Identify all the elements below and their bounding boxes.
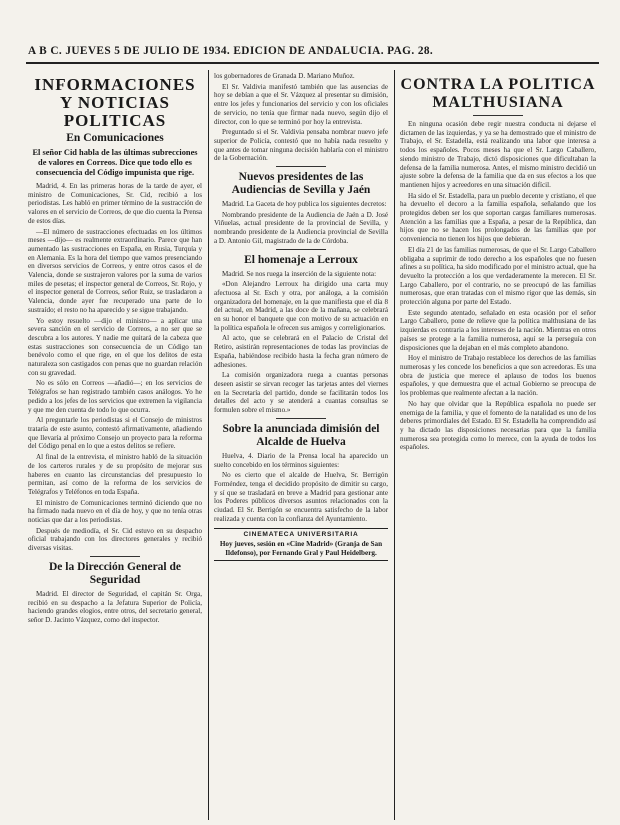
divider (90, 556, 140, 557)
title-line: CONTRA LA POLITICA (400, 76, 596, 93)
paragraph: Después de mediodía, el Sr. Cid estuvo en su despacho oficial trabajando con los directores generales y recibió diversas visitas. (28, 526, 202, 553)
paragraph: Hoy el ministro de Trabajo restablece los derechos de las familias numerosas y les concede los beneficios a que son acreedoras. Es una obra de justicia que merece el aplauso de todos los buenos españoles, y que demuestra que el actual Gobierno se preocupa de los problemas que realmente afectan a la nación. (400, 354, 596, 398)
paragraph: Este segundo atentado, señalado en esta ocasión por el señor Largo Caballero, pone de relieve que la política malthusiana de las izquierdas es contraria a los intereses de la nación. Mientras en otros países se protege a la familia numerosa, aquí se la perseguía con disposiciones que la dejaban en el más completo abandono. (400, 308, 596, 352)
paragraph: El día 21 de las familias numerosas, de que el Sr. Largo Caballero obligaba a suprimir de todo derecho a los españoles que no fuesen afines a su política, ha sido modificado por el ministro actual, que ha devuelto la protección a los que verdaderamente la merecen. El Sr. Largo Caballero, por el contrario, no se preocupó de las familias numerosas, que eran tratadas con el mismo rigor que las demás, sin protección alguna por parte del Estado. (400, 245, 596, 307)
divider (276, 249, 326, 250)
section-title (400, 76, 596, 112)
paragraph: Al preguntarle los periodistas si el Consejo de ministros trataría de este asunto, contestó afirmativamente, añadiendo que llevaría al próximo Consejo un proyecto para la reforma del Código penal en lo que a estos delitos se refiere. (28, 416, 202, 451)
paragraph: El Sr. Valdivia manifestó también que las ausencias de hoy se debían a que el Sr. Vázquez al presentar su dimisión, entre los jefes y funcionarios del servicio y con los oficiales de servicio, no tenía que firmar nada nuevo, según dijo el director, con lo que se terminó por hoy la entrevista. (214, 82, 388, 126)
article-lede: El señor Cid habla de las últimas subrecciones de valores en Correos. Dice que todo ello es consecuencia del Código impunista que rige. (32, 148, 198, 177)
article-headline: El homenaje a Lerroux (244, 253, 358, 266)
paragraph: Madrid, 4. En las primeras horas de la tarde de ayer, el ministro de Comunicaciones, Sr. Cid, recibió a los periodistas. Les habló en primer término de la sustracción de valores en el servicio de Correos, de que dio cuenta la Prensa de estos días. (28, 182, 202, 225)
paragraph: Al acto, que se celebrará en el Palacio de Cristal del Retiro, asistirán representaciones de todas las provincias de España, habiéndose recibido hasta la fecha gran número de adhesiones. (214, 334, 388, 369)
paragraph: En ninguna ocasión debe regir nuestra conducta ni dejarse el dictamen de las izquierdas, y ya se ha demostrado que el ministro de Trabajo, el Sr. Estadella, está realizando una labor que interesa a todos los españoles. Pocos meses ha que el Sr. Largo Caballero, siendo ministro de Trabajo, dictó disposiciones que dificultaban la defensa de la familia numerosa. Antes, el mismo ministro decidió un ajuste sobre la defensa de la familia que da en sus efectos a los que mantienen hijos y acreedores en una situación difícil. (400, 120, 596, 189)
paragraph: Huelva, 4. Diario de la Prensa local ha aparecido un suelto concebido en los términos siguientes: (214, 451, 388, 469)
running-head: A B C. JUEVES 5 DE JULIO DE 1934. EDICION DE ANDALUCIA. PAG. 28. (28, 45, 434, 57)
column-2 (214, 72, 388, 820)
paragraph: No es sólo en Correos —añadió—; en los servicios de Telégrafos se han registrado también casos análogos. Yo he pedido a los jefes de los servicios que extremen la vigilancia y que me den cuenta de todo lo que ocurra. (28, 379, 202, 414)
paragraph: los gobernadores de Granada D. Mariano Muñoz. (214, 72, 355, 80)
header-rule (26, 62, 599, 64)
title-line: INFORMACIONES (34, 75, 196, 94)
article-headline: Nuevos presidentes de las Audiencias de Sevilla y Jaén (231, 171, 371, 197)
divider (276, 166, 326, 167)
title-line: MALTHUSIANA (432, 94, 564, 111)
section-title (28, 76, 202, 130)
title-line: Y NOTICIAS POLITICAS (60, 93, 170, 130)
paragraph: Preguntado si el Sr. Valdivia pensaba nombrar nuevo jefe superior de Policía, contestó que no había nada resuelto y que antes de tomar ninguna decisión hablaría con el ministro de la Gobernación. (214, 128, 388, 163)
notice-box (214, 528, 388, 561)
notice-text: Hoy jueves, sesión en «Cine Madrid» (Granja de San Ildefonso), por Fernando Gral y Paul Heidelberg. (219, 540, 383, 558)
divider (473, 115, 523, 116)
paragraph: No hay que olvidar que la República española no puede ser enemiga de la familia, y que el fomento de la natalidad es uno de los deberes primordiales del Estado. El Sr. Estadella ha comprendido así y ha dictado las disposiciones necesarias para que la familia numerosa sea protegida como lo merece, con la ayuda de todos los españoles. (400, 399, 596, 452)
paragraph: Madrid. Se nos ruega la inserción de la siguiente nota: (222, 269, 377, 278)
paragraph: Madrid. La Gaceta de hoy publica los siguientes decretos: (222, 200, 387, 209)
paragraph: El ministro de Comunicaciones terminó diciendo que no ha firmado nada nuevo en el día de hoy, y que no tenía otras noticias que dar a los periodistas. (28, 498, 202, 525)
column-1 (28, 72, 202, 820)
paragraph: Nombrando presidente de la Audiencia de Jaén a D. José Viñuelas, actual presidente de la provincial de Sevilla, y nombrando presidente de la Audiencia provincial de Sevilla a D. Antonio Gil, magistrado de la de Córdoba. (214, 210, 388, 245)
paragraph: Ha sido el Sr. Estadella, para un pueblo decente y cristiano, el que ha devuelto el decoro a la familia española, señalando que los protegidos deben ser los que soportan cargas familiares numerosas. Atención a las familias que a España, a pesar de la República, dan hijos que no se hacen los prolongados de las familias que por conveniencia no tienen los hijos que debieran. (400, 191, 596, 244)
paragraph: Al final de la entrevista, el ministro habló de la situación de los carteros rurales y de su propósito de mejorar sus haberes en cuanto las circunstancias del presupuesto lo permitan, así como de la reforma de los servicios de Telégrafos y Teléfonos en toda España. (28, 453, 202, 496)
column-divider (208, 70, 209, 820)
paragraph: La comisión organizadora ruega a cuantas personas deseen asistir se sirvan recoger las tarjetas antes del viernes en la Secretaría del partido, donde se facilitarán todos los detalles del acto y se atenderá a cuantas consultas se formulen sobre el mismo.» (214, 371, 388, 415)
paragraph: —El número de sustracciones efectuadas en los últimos meses —dijo— es realmente extraordinario. Parece que han aumentado las sustracciones en España, en Rusia, Turquía y en Alemania. Es la hora del tiempo que vamos presenciando en diversos servicios de Correos, y entre otros casos el de Valencia, donde se sustrajeron valores por la suma de varios miles de pesetas; el inspector general de Correos, Sr. Rojo, y el inspector general de Correos, señor Ruiz, se trasladaron a Valencia, donde ayer fue recuperado una parte de lo sustraído; el resto no ha aparecido y se sigue trabajando. (28, 227, 202, 314)
paragraph: «Don Alejandro Lerroux ha dirigido una carta muy afectuosa al Sr. Esch y otra, por análoga, a la comisión organizadora del homenaje, en la que manifiesta que el día 8 del actual, en Madrid, a las doce de la mañana, se celebrará en su honor el banquete que con motivo de su actuación en la política española le ofrecen sus amigos y correligionarios. (214, 280, 388, 332)
article-headline: Sobre la anunciada dimisión del Alcalde de Huelva (222, 422, 380, 448)
article-headline: De la Dirección General de Seguridad (48, 560, 181, 586)
column-3 (400, 72, 596, 820)
column-divider (394, 70, 395, 820)
paragraph: Yo estoy resuelto —dijo el ministro— a aplicar una severa sanción en el servicio de Correos, a no ser que se descubra a los autores. Y nadie me quitará de la cabeza que estas sustracciones son consecuencia de un Código tan benévolo como el que rige, en el que los delitos de esta naturaleza son castigados con penas que no guardan relación con su gravedad. (28, 316, 202, 377)
notice-title: CINEMATECA UNIVERSITARIA (243, 531, 359, 539)
article-subhead: En Comunicaciones (66, 132, 164, 144)
paragraph: Madrid. El director de Seguridad, el capitán Sr. Orga, recibió en su despacho a la Jefatura Superior de Policía, haciendo grandes elogios, entre otros, del secretario general, señor D. Jacinto Vázquez, como del inspector. (28, 589, 202, 624)
paragraph: No es cierto que el alcalde de Huelva, Sr. Berrigón Forméndez, tenga el decidido propósito de dimitir su cargo, y sí que se trasladará en breve a Madrid para gestionar ante los Poderes públicos diversos asuntos relacionados con la ciudad. El Sr. Berrigón se encuentra satisfecho de la labor realizada y cuenta con la confianza del Ayuntamiento. (214, 471, 388, 523)
divider (276, 418, 326, 419)
